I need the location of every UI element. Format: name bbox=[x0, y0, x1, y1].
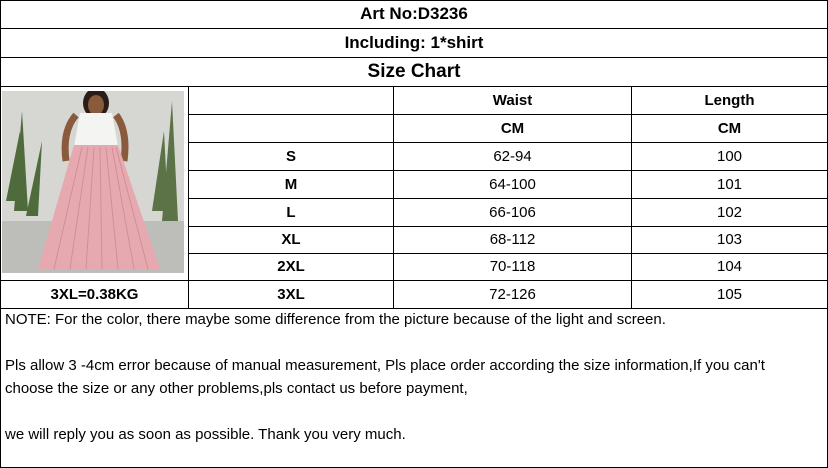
weight-note: 3XL=0.38KG bbox=[50, 285, 139, 303]
note-thank-you: we will reply you as soon as possible. Thank you very much. bbox=[5, 426, 406, 443]
note-color-difference: NOTE: For the color, there maybe some difference from the picture because of the light and screen. bbox=[5, 311, 666, 328]
size-label: L bbox=[286, 203, 296, 221]
art-number: Art No:D3236 bbox=[360, 4, 468, 23]
size-label: S bbox=[285, 147, 296, 165]
model-in-pleated-skirt-image bbox=[2, 91, 184, 273]
size-chart-title: Size Chart bbox=[367, 60, 461, 82]
size-label: M bbox=[284, 175, 298, 193]
note-contact-before-payment: choose the size or any other problems,pls contact us before payment, bbox=[5, 380, 468, 397]
column-unit-length: CM bbox=[717, 119, 742, 137]
size-label: 2XL bbox=[277, 258, 305, 275]
waist-value: 68-112 bbox=[489, 231, 536, 248]
column-header-waist: Waist bbox=[492, 91, 533, 109]
column-unit-waist: CM bbox=[500, 119, 525, 137]
length-value: 103 bbox=[716, 231, 743, 248]
length-value: 105 bbox=[716, 285, 743, 303]
including-label: Including: 1*shirt bbox=[344, 32, 484, 52]
waist-value: 66-106 bbox=[489, 203, 536, 221]
length-value: 101 bbox=[716, 175, 743, 193]
note-measurement-error: Pls allow 3 -4cm error because of manual measurement, Pls place order according the size information,If you can't bbox=[5, 357, 765, 374]
product-photo bbox=[2, 91, 184, 273]
length-value: 102 bbox=[716, 203, 743, 221]
waist-value: 64-100 bbox=[489, 175, 536, 193]
waist-value: 62-94 bbox=[493, 147, 532, 165]
length-value: 100 bbox=[716, 147, 743, 165]
size-label: XL bbox=[281, 231, 301, 248]
length-value: 104 bbox=[716, 258, 743, 275]
waist-value: 70-118 bbox=[489, 258, 536, 275]
size-label: 3XL bbox=[277, 285, 305, 303]
column-header-length: Length bbox=[704, 91, 755, 109]
waist-value: 72-126 bbox=[489, 285, 536, 303]
